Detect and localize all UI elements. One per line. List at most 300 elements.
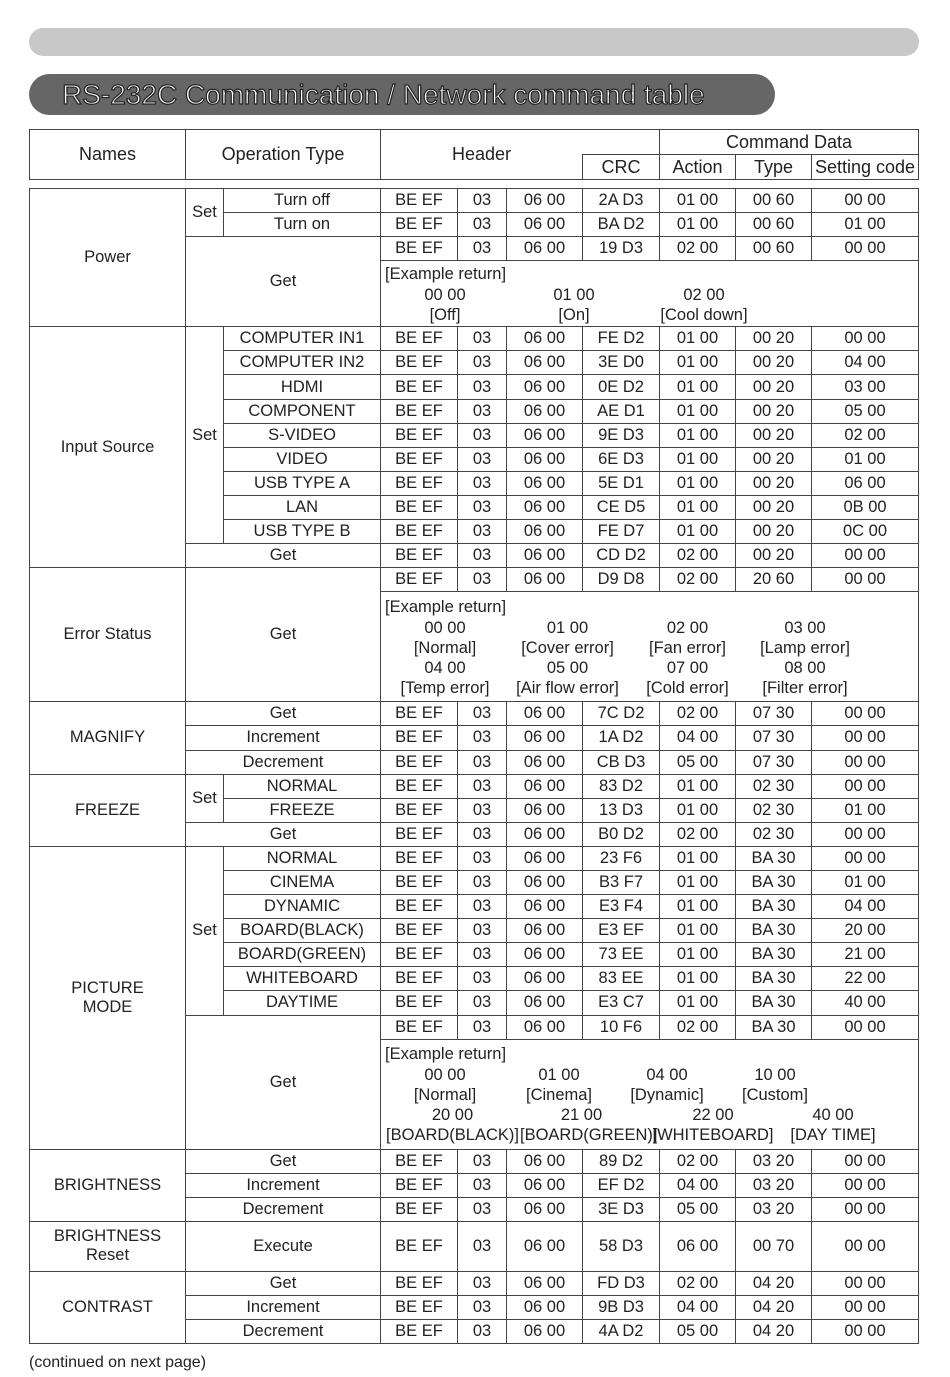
crc-cell: 9B D3 (583, 1296, 660, 1320)
operation-cell: USB TYPE B (224, 520, 381, 544)
operation-cell: Decrement (186, 1197, 381, 1221)
header-bytes-3: 06 00 (507, 774, 583, 798)
group-name-picture-mode (30, 846, 186, 1149)
operation-cell: NORMAL (224, 774, 381, 798)
header-bytes-2: 03 (458, 495, 507, 519)
header-bytes-2: 03 (458, 1320, 507, 1344)
setting-code-cell: 22 00 (812, 967, 919, 991)
type-cell: 07 30 (736, 750, 812, 774)
group-name-brightness: BRIGHTNESS (30, 1149, 186, 1221)
action-cell: 01 00 (660, 774, 736, 798)
crc-cell: BA D2 (583, 213, 660, 237)
type-cell: 00 20 (736, 327, 812, 351)
operation-cell: Decrement (186, 1320, 381, 1344)
header-bytes-1: BE EF (381, 798, 458, 822)
example-label: [Cinema] (525, 1086, 593, 1105)
page-title: RS-232C Communication / Network command table (62, 79, 705, 110)
operation-cell: DAYTIME (224, 991, 381, 1015)
header-bytes-3: 06 00 (507, 846, 583, 870)
example-code: 22 00 (692, 1106, 734, 1125)
example-return-cell (381, 1039, 919, 1149)
header-command-data: Command Data (660, 130, 919, 155)
operation-cell: S-VIDEO (224, 423, 381, 447)
type-cell: BA 30 (736, 846, 812, 870)
setting-code-cell: 00 00 (812, 702, 919, 726)
header-bytes-3: 06 00 (507, 1320, 583, 1344)
table-row (30, 1271, 919, 1295)
action-cell: 02 00 (660, 237, 736, 261)
header-bytes-3: 06 00 (507, 399, 583, 423)
header-bytes-1: BE EF (381, 544, 458, 568)
operation-cell: BOARD(BLACK) (224, 919, 381, 943)
action-cell: 01 00 (660, 943, 736, 967)
header-bytes-3: 06 00 (507, 375, 583, 399)
header-bytes-1: BE EF (381, 822, 458, 846)
group-name-line: MODE (82, 997, 133, 1016)
example-label: [BOARD(GREEN)] (520, 1126, 658, 1145)
header-bytes-3: 06 00 (507, 189, 583, 213)
action-cell: 02 00 (660, 1015, 736, 1039)
example-label: [Temp error] (400, 678, 490, 697)
header-setting-code: Setting code (812, 155, 919, 180)
example-return-cell (381, 261, 919, 327)
setting-code-cell: 00 00 (812, 544, 919, 568)
type-cell: BA 30 (736, 967, 812, 991)
action-cell: 04 00 (660, 1173, 736, 1197)
example-label: [Normal] (413, 638, 477, 657)
setting-code-cell: 01 00 (812, 798, 919, 822)
crc-cell: 2A D3 (583, 189, 660, 213)
example-label: [Dynamic] (630, 1086, 704, 1105)
operation-cell: DYNAMIC (224, 895, 381, 919)
header-bytes-1: BE EF (381, 1197, 458, 1221)
example-return-cell (381, 592, 919, 702)
header-bytes-1: BE EF (381, 1271, 458, 1295)
crc-cell: FE D2 (583, 327, 660, 351)
setting-code-cell: 00 00 (812, 1173, 919, 1197)
header-bytes-2: 03 (458, 423, 507, 447)
crc-cell: 1A D2 (583, 726, 660, 750)
header-bytes-1: BE EF (381, 423, 458, 447)
header-bytes-3: 06 00 (507, 1221, 583, 1271)
header-bytes-2: 03 (458, 750, 507, 774)
header-bytes-1: BE EF (381, 1296, 458, 1320)
action-cell: 01 00 (660, 399, 736, 423)
crc-cell: 13 D3 (583, 798, 660, 822)
crc-cell: 23 F6 (583, 846, 660, 870)
crc-cell: B0 D2 (583, 822, 660, 846)
header-bytes-3: 06 00 (507, 991, 583, 1015)
type-cell: 00 20 (736, 447, 812, 471)
setting-code-cell: 00 00 (812, 1221, 919, 1271)
action-cell: 01 00 (660, 991, 736, 1015)
crc-cell: 3E D0 (583, 351, 660, 375)
table-row (30, 1221, 919, 1271)
header-bytes-2: 03 (458, 1015, 507, 1039)
type-cell: 00 20 (736, 520, 812, 544)
header-bytes-2: 03 (458, 568, 507, 592)
operation-cell: COMPUTER IN2 (224, 351, 381, 375)
header-bytes-1: BE EF (381, 1149, 458, 1173)
header-bytes-1: BE EF (381, 568, 458, 592)
header-bytes-3: 06 00 (507, 495, 583, 519)
example-label: [Filter error] (762, 678, 848, 697)
operation-cell: Increment (186, 1296, 381, 1320)
example-code: 04 00 (424, 658, 466, 677)
header-bytes-1: BE EF (381, 399, 458, 423)
header-bytes-1: BE EF (381, 327, 458, 351)
type-cell: 04 20 (736, 1320, 812, 1344)
setting-code-cell: 04 00 (812, 895, 919, 919)
setting-code-cell: 00 00 (812, 1149, 919, 1173)
example-label: [Air flow error] (516, 678, 619, 697)
operation-cell: Increment (186, 1173, 381, 1197)
header-bytes-3: 06 00 (507, 798, 583, 822)
operation-cell: Increment (186, 726, 381, 750)
header-bytes-3: 06 00 (507, 1271, 583, 1295)
operation-cell: Turn off (224, 189, 381, 213)
get-label: Get (186, 1015, 381, 1149)
setting-code-cell: 21 00 (812, 943, 919, 967)
header-bytes-3: 06 00 (507, 351, 583, 375)
type-cell: 00 20 (736, 399, 812, 423)
type-cell: 04 20 (736, 1271, 812, 1295)
setting-code-cell: 00 00 (812, 846, 919, 870)
example-code: 00 00 (424, 1066, 466, 1085)
operation-cell: Execute (186, 1221, 381, 1271)
header-bytes-3: 06 00 (507, 1015, 583, 1039)
group-name-line: Reset (85, 1246, 130, 1265)
action-cell: 01 00 (660, 447, 736, 471)
get-label: Get (186, 544, 381, 568)
action-cell: 05 00 (660, 750, 736, 774)
header-bytes-1: BE EF (381, 943, 458, 967)
header-bytes-3: 06 00 (507, 943, 583, 967)
header-bytes-3: 06 00 (507, 471, 583, 495)
setting-code-cell: 0C 00 (812, 520, 919, 544)
crc-cell: D9 D8 (583, 568, 660, 592)
command-table (29, 188, 919, 1344)
header-bytes-1: BE EF (381, 870, 458, 894)
header-bytes-2: 03 (458, 1149, 507, 1173)
type-cell: 00 70 (736, 1221, 812, 1271)
header-bytes-2: 03 (458, 702, 507, 726)
get-label: Get (186, 822, 381, 846)
example-code: 21 00 (560, 1106, 603, 1125)
type-cell: BA 30 (736, 943, 812, 967)
action-cell: 04 00 (660, 1296, 736, 1320)
type-cell: BA 30 (736, 919, 812, 943)
header-bytes-2: 03 (458, 846, 507, 870)
crc-cell: 9E D3 (583, 423, 660, 447)
example-code: 01 00 (538, 1066, 580, 1085)
group-name-brightness-reset (30, 1221, 186, 1271)
setting-code-cell: 01 00 (812, 213, 919, 237)
operation-cell: Get (186, 702, 381, 726)
header-bytes-1: BE EF (381, 895, 458, 919)
action-cell: 02 00 (660, 1271, 736, 1295)
header-bytes-3: 06 00 (507, 1173, 583, 1197)
header-bytes-3: 06 00 (507, 870, 583, 894)
example-code: 05 00 (546, 658, 589, 677)
setting-code-cell: 01 00 (812, 870, 919, 894)
header-bytes-3: 06 00 (507, 726, 583, 750)
group-name-input-source: Input Source (30, 327, 186, 568)
header-bytes-3: 06 00 (507, 822, 583, 846)
header-bytes-2: 03 (458, 1173, 507, 1197)
header-bytes-3: 06 00 (507, 895, 583, 919)
example-code: 08 00 (784, 658, 826, 677)
action-cell: 01 00 (660, 520, 736, 544)
header-bytes-1: BE EF (381, 351, 458, 375)
type-cell: 07 30 (736, 702, 812, 726)
group-name-line: BRIGHTNESS (53, 1227, 162, 1246)
header-bytes-1: BE EF (381, 375, 458, 399)
header-bytes-1: BE EF (381, 967, 458, 991)
type-cell: BA 30 (736, 870, 812, 894)
example-label: [On] (558, 305, 590, 324)
header-bytes-3: 06 00 (507, 750, 583, 774)
header-bytes-2: 03 (458, 1271, 507, 1295)
crc-cell: 73 EE (583, 943, 660, 967)
example-code: 02 00 (683, 285, 725, 304)
setting-code-cell: 05 00 (812, 399, 919, 423)
set-label: Set (186, 327, 224, 544)
header-bytes-3: 06 00 (507, 237, 583, 261)
header-bytes-2: 03 (458, 471, 507, 495)
type-cell: 20 60 (736, 568, 812, 592)
header-bytes-2: 03 (458, 774, 507, 798)
example-return-label: [Example return] (385, 597, 507, 616)
header-bytes-2: 03 (458, 798, 507, 822)
setting-code-cell: 20 00 (812, 919, 919, 943)
example-code: 03 00 (784, 618, 826, 637)
header-bytes-2: 03 (458, 943, 507, 967)
header-bytes-2: 03 (458, 991, 507, 1015)
type-cell: 00 20 (736, 544, 812, 568)
type-cell: 00 60 (736, 237, 812, 261)
crc-cell: 58 D3 (583, 1221, 660, 1271)
operation-cell: CINEMA (224, 870, 381, 894)
type-cell: 00 20 (736, 495, 812, 519)
example-code: 20 00 (431, 1106, 474, 1125)
crc-cell: CD D2 (583, 544, 660, 568)
header-bytes-3: 06 00 (507, 520, 583, 544)
example-code: 00 00 (424, 285, 466, 304)
header-bytes-3: 06 00 (507, 1197, 583, 1221)
type-cell: 00 60 (736, 213, 812, 237)
example-return-label: [Example return] (385, 1045, 507, 1064)
example-code: 10 00 (754, 1066, 796, 1085)
action-cell: 01 00 (660, 351, 736, 375)
example-code: 40 00 (812, 1106, 854, 1125)
type-cell: 02 30 (736, 822, 812, 846)
set-label: Set (186, 846, 224, 1015)
header-bytes-2: 03 (458, 213, 507, 237)
header-bytes-2: 03 (458, 726, 507, 750)
operation-cell: COMPUTER IN1 (224, 327, 381, 351)
crc-cell: 3E D3 (583, 1197, 660, 1221)
action-cell: 05 00 (660, 1320, 736, 1344)
crc-cell: 83 D2 (583, 774, 660, 798)
action-cell: 02 00 (660, 822, 736, 846)
operation-cell: NORMAL (224, 846, 381, 870)
example-label: [Cool down] (660, 305, 748, 324)
action-cell: 01 00 (660, 798, 736, 822)
set-label: Set (186, 189, 224, 237)
example-label: [Cover error] (521, 638, 614, 657)
example-label: [Custom] (741, 1086, 809, 1105)
column-header-table (29, 129, 919, 180)
table-row (30, 702, 919, 726)
setting-code-cell: 00 00 (812, 750, 919, 774)
action-cell: 01 00 (660, 895, 736, 919)
header-bytes-1: BE EF (381, 213, 458, 237)
crc-cell: CE D5 (583, 495, 660, 519)
header-bytes-2: 03 (458, 520, 507, 544)
crc-cell: 5E D1 (583, 471, 660, 495)
action-cell: 01 00 (660, 967, 736, 991)
header-bytes-3: 06 00 (507, 919, 583, 943)
operation-cell: VIDEO (224, 447, 381, 471)
example-label: [BOARD(BLACK)] (386, 1126, 519, 1145)
header-bytes-3: 06 00 (507, 1149, 583, 1173)
header-bytes-2: 03 (458, 399, 507, 423)
header-bytes-1: BE EF (381, 726, 458, 750)
header-bytes-2: 03 (458, 822, 507, 846)
header-bytes-1: BE EF (381, 1015, 458, 1039)
header-bytes-1: BE EF (381, 237, 458, 261)
header-operation-type: Operation Type (186, 130, 381, 180)
setting-code-cell: 01 00 (812, 447, 919, 471)
crc-cell: 4A D2 (583, 1320, 660, 1344)
action-cell: 06 00 (660, 1221, 736, 1271)
footer-note: (continued on next page) (29, 1354, 207, 1371)
action-cell: 01 00 (660, 213, 736, 237)
header-bytes-2: 03 (458, 919, 507, 943)
header-bytes-3: 06 00 (507, 1296, 583, 1320)
header-bytes-2: 03 (458, 870, 507, 894)
set-label: Set (186, 774, 224, 822)
operation-cell: USB TYPE A (224, 471, 381, 495)
example-code: 00 00 (424, 618, 466, 637)
operation-cell: Get (186, 1271, 381, 1295)
header-bytes-1: BE EF (381, 447, 458, 471)
header-bytes-1: BE EF (381, 1221, 458, 1271)
example-return-label: [Example return] (385, 264, 507, 283)
table-row (30, 189, 919, 213)
setting-code-cell: 00 00 (812, 774, 919, 798)
header-bytes-3: 06 00 (507, 544, 583, 568)
action-cell: 01 00 (660, 495, 736, 519)
crc-cell: E3 EF (583, 919, 660, 943)
crc-cell: AE D1 (583, 399, 660, 423)
header-bytes-3: 06 00 (507, 967, 583, 991)
example-label: [Cold error] (646, 678, 729, 697)
example-label: [DAY TIME] (790, 1126, 876, 1145)
header-bytes-2: 03 (458, 895, 507, 919)
crc-cell: EF D2 (583, 1173, 660, 1197)
type-cell: 00 20 (736, 351, 812, 375)
operation-cell: WHITEBOARD (224, 967, 381, 991)
crc-cell: 19 D3 (583, 237, 660, 261)
header-bytes-1: BE EF (381, 1320, 458, 1344)
operation-cell: COMPONENT (224, 399, 381, 423)
group-name-freeze: FREEZE (30, 774, 186, 846)
setting-code-cell: 03 00 (812, 375, 919, 399)
example-code: 07 00 (666, 658, 709, 677)
type-cell: 03 20 (736, 1173, 812, 1197)
action-cell: 02 00 (660, 544, 736, 568)
header-bytes-3: 06 00 (507, 423, 583, 447)
crc-cell: E3 F4 (583, 895, 660, 919)
header-bytes-1: BE EF (381, 750, 458, 774)
action-cell: 04 00 (660, 726, 736, 750)
setting-code-cell: 00 00 (812, 1320, 919, 1344)
group-name-error-status: Error Status (30, 568, 186, 702)
setting-code-cell: 40 00 (812, 991, 919, 1015)
example-code: 04 00 (646, 1066, 688, 1085)
action-cell: 01 00 (660, 846, 736, 870)
operation-cell: FREEZE (224, 798, 381, 822)
action-cell: 02 00 (660, 568, 736, 592)
type-cell: BA 30 (736, 1015, 812, 1039)
crc-cell: 7C D2 (583, 702, 660, 726)
header-spacer (583, 130, 660, 155)
type-cell: 00 60 (736, 189, 812, 213)
type-cell: 02 30 (736, 774, 812, 798)
operation-cell: HDMI (224, 375, 381, 399)
setting-code-cell: 00 00 (812, 1197, 919, 1221)
header-bytes-1: BE EF (381, 189, 458, 213)
action-cell: 02 00 (660, 702, 736, 726)
header-bytes-2: 03 (458, 375, 507, 399)
header-bytes-1: BE EF (381, 991, 458, 1015)
header-bytes-2: 03 (458, 189, 507, 213)
header-bytes-2: 03 (458, 1296, 507, 1320)
header-bytes-1: BE EF (381, 471, 458, 495)
setting-code-cell: 06 00 (812, 471, 919, 495)
operation-cell: LAN (224, 495, 381, 519)
top-decorative-bar (29, 28, 919, 56)
crc-cell: 83 EE (583, 967, 660, 991)
crc-cell: B3 F7 (583, 870, 660, 894)
example-label: [Lamp error] (760, 638, 850, 657)
setting-code-cell: 0B 00 (812, 495, 919, 519)
header-bytes-3: 06 00 (507, 447, 583, 471)
get-label: Get (186, 237, 381, 327)
header-bytes-2: 03 (458, 327, 507, 351)
header-bytes-2: 03 (458, 1221, 507, 1271)
crc-cell: 6E D3 (583, 447, 660, 471)
header-names: Names (30, 130, 186, 180)
action-cell: 01 00 (660, 423, 736, 447)
setting-code-cell: 00 00 (812, 189, 919, 213)
operation-cell: Turn on (224, 213, 381, 237)
crc-cell: FD D3 (583, 1271, 660, 1295)
crc-cell: E3 C7 (583, 991, 660, 1015)
group-name-magnify: MAGNIFY (30, 702, 186, 774)
table-row (30, 846, 919, 870)
setting-code-cell: 00 00 (812, 327, 919, 351)
action-cell: 01 00 (660, 870, 736, 894)
header-header-label: Header (451, 144, 512, 164)
example-label: [Off] (429, 305, 461, 324)
group-name-power: Power (30, 189, 186, 327)
group-name-line: PICTURE (71, 978, 144, 997)
table-row (30, 774, 919, 798)
type-cell: BA 30 (736, 991, 812, 1015)
